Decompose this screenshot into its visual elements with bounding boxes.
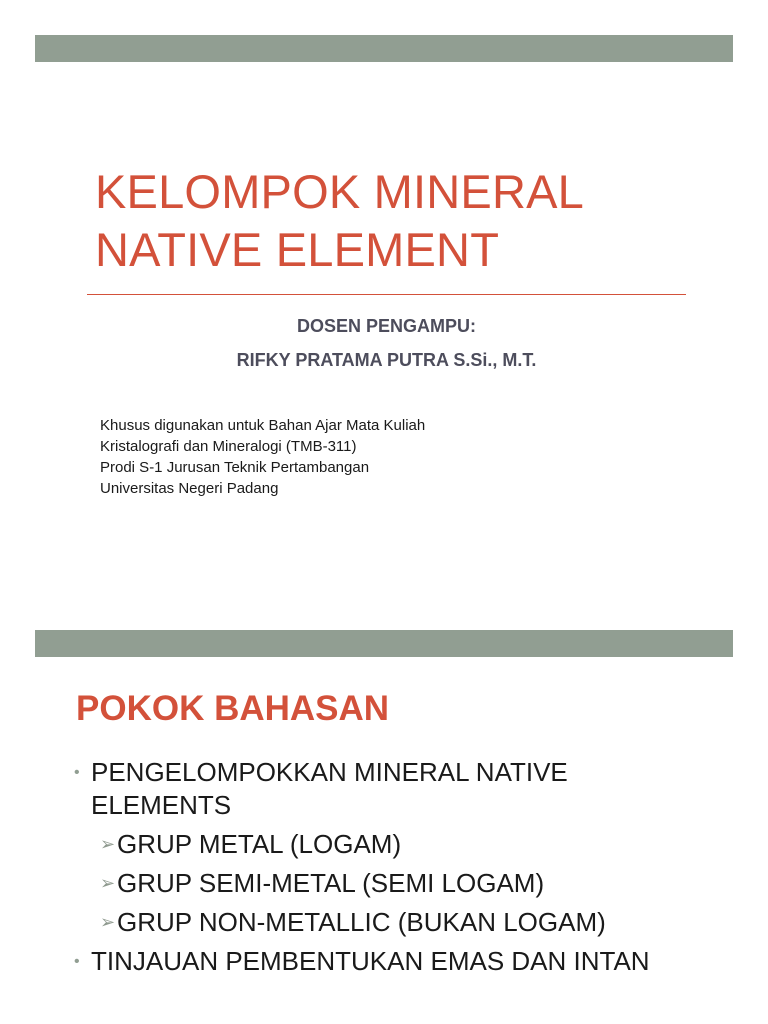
lecturer-block [87,309,686,377]
slide-top-bar [35,35,733,62]
description-line: Prodi S-1 Jurusan Teknik Pertambangan [100,459,370,476]
list-item-text: TINJAUAN PEMBENTUKAN EMAS DAN INTAN [91,946,650,976]
sub-list-item [74,867,734,900]
lecturer-label: DOSEN PENGAMPU: [296,316,476,336]
sub-item-text: GRUP NON-METALLIC (BUKAN LOGAM) [117,907,606,937]
description-line: Universitas Negeri Padang [100,480,279,497]
lecturer-name: RIFKY PRATAMA PUTRA S.Si., M.T. [236,350,537,370]
sub-list-item [74,906,734,939]
title-line-2: NATIVE ELEMENT [95,223,500,276]
outline-heading: POKOK BAHASAN [76,689,390,728]
list-item-text-line-1: PENGELOMPOKKAN MINERAL NATIVE [91,757,568,787]
sub-item-text: GRUP SEMI-METAL (SEMI LOGAM) [117,868,545,898]
title-line-1: KELOMPOK MINERAL [95,165,584,218]
course-description [100,415,560,499]
arrow-bullet-icon: ➢ [100,834,116,854]
sub-list-item [74,828,734,861]
list-item [74,945,734,978]
slide-outline [0,600,768,1024]
arrow-bullet-icon: ➢ [100,873,116,893]
bullet-icon: • [74,953,80,970]
description-line: Kristalografi dan Mineralogi (TMB-311) [100,438,357,455]
list-item-text-line-2: ELEMENTS [91,790,232,820]
list-item [74,756,734,822]
slide-title-text [95,163,715,279]
bullet-icon: • [74,764,80,781]
description-line: Khusus digunakan untuk Bahan Ajar Mata Kuliah [100,417,426,434]
sub-item-text: GRUP METAL (LOGAM) [117,829,402,859]
arrow-bullet-icon: ➢ [100,912,116,932]
outline-list [74,756,734,978]
title-divider [87,294,686,295]
slide-top-bar [35,630,733,657]
